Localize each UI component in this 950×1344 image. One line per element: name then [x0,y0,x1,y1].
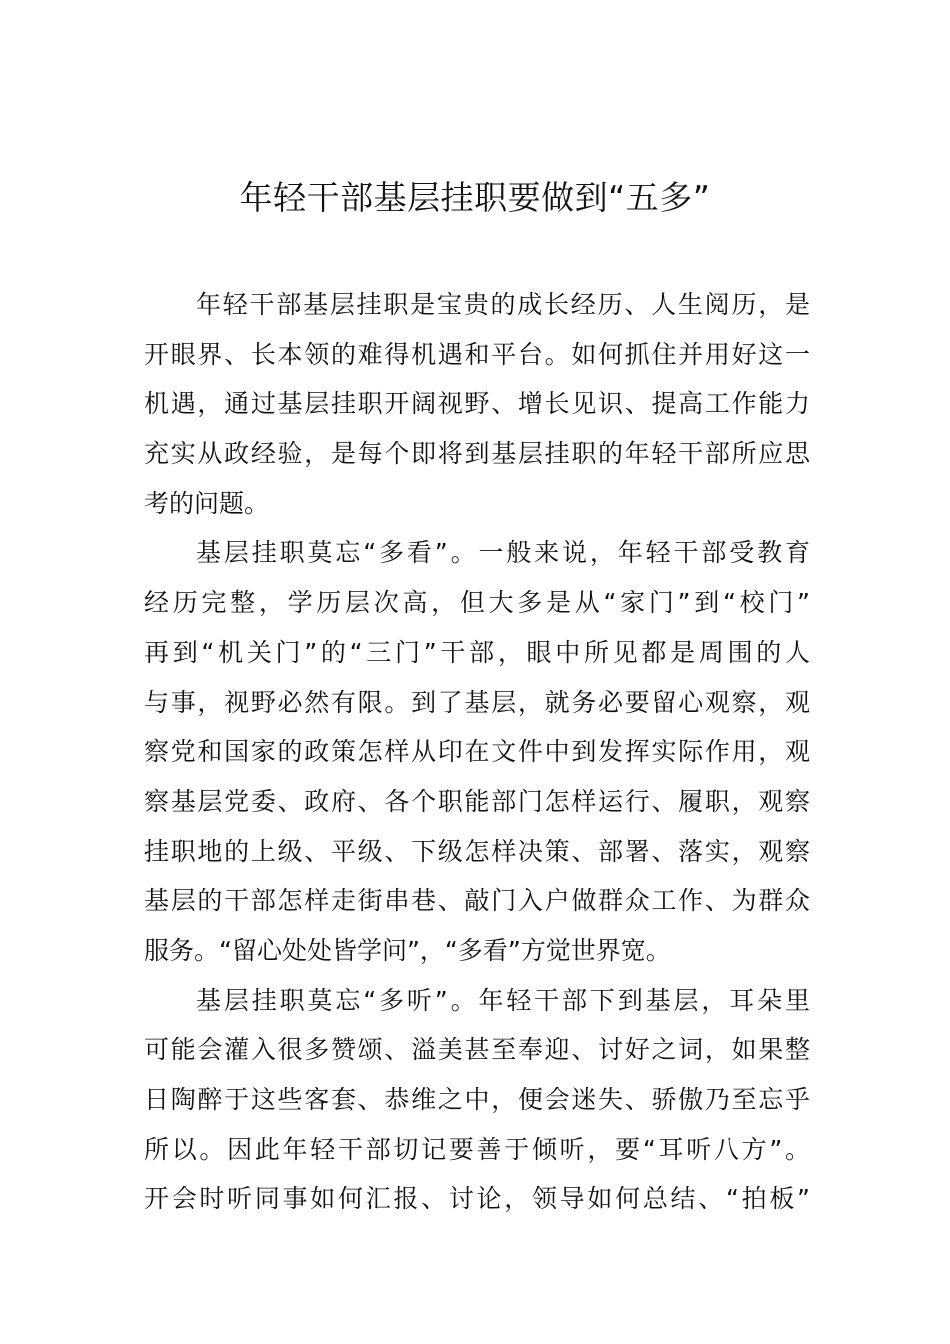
text-line: 基层挂职莫忘“多听”。年轻干部下到基层，耳朵里 [196,985,810,1015]
document-title: 年轻干部基层挂职要做到“五多” [239,178,711,217]
text-line: 察基层党委、政府、各个职能部门怎样运行、履职，观察 [144,786,810,816]
document-body [144,280,810,1224]
text-line: 经历完整，学历层次高，但大多是从“家门”到“校门” [144,588,810,618]
text-line: 开会时听同事如何汇报、讨论，领导如何总结、“拍板” [144,1184,810,1214]
text-line: 再到“机关门”的“三门”干部，眼中所见都是周围的人 [144,637,810,667]
text-line: 服务。“留心处处皆学问”，“多看”方觉世界宽。 [144,935,671,965]
text-line: 察党和国家的政策怎样从印在文件中到发挥实际作用，观 [144,737,810,767]
text-line: 可能会灌入很多赞颂、溢美甚至奉迎、讨好之词，如果整 [144,1035,810,1065]
text-line: 年轻干部基层挂职是宝贵的成长经历、人生阅历，是 [196,290,810,319]
paragraph-intro [144,280,810,528]
text-line: 基层挂职莫忘“多看”。一般来说，年轻干部受教育 [196,538,810,568]
text-line: 挂职地的上级、平级、下级怎样决策、部署、落实，观察 [144,836,810,866]
text-line: 与事，视野必然有限。到了基层，就务必要留心观察，观 [144,687,810,717]
text-line: 充实从政经验，是每个即将到基层挂职的年轻干部所应思 [144,439,810,469]
text-line: 开眼界、长本领的难得机遇和平台。如何抓住并用好这一 [144,339,810,369]
text-line: 考的问题。 [144,488,270,518]
text-line: 所以。因此年轻干部切记要善于倾听，要“耳听八方”。 [144,1134,810,1164]
paragraph-look-more [144,528,810,975]
text-line: 基层的干部怎样走街串巷、敲门入户做群众工作、为群众 [144,886,810,916]
paragraph-listen-more [144,976,810,1224]
text-line: 机遇，通过基层挂职开阔视野、增长见识、提高工作能力 [144,389,810,419]
text-line: 日陶醉于这些客套、恭维之中，便会迷失、骄傲乃至忘乎 [144,1085,810,1114]
